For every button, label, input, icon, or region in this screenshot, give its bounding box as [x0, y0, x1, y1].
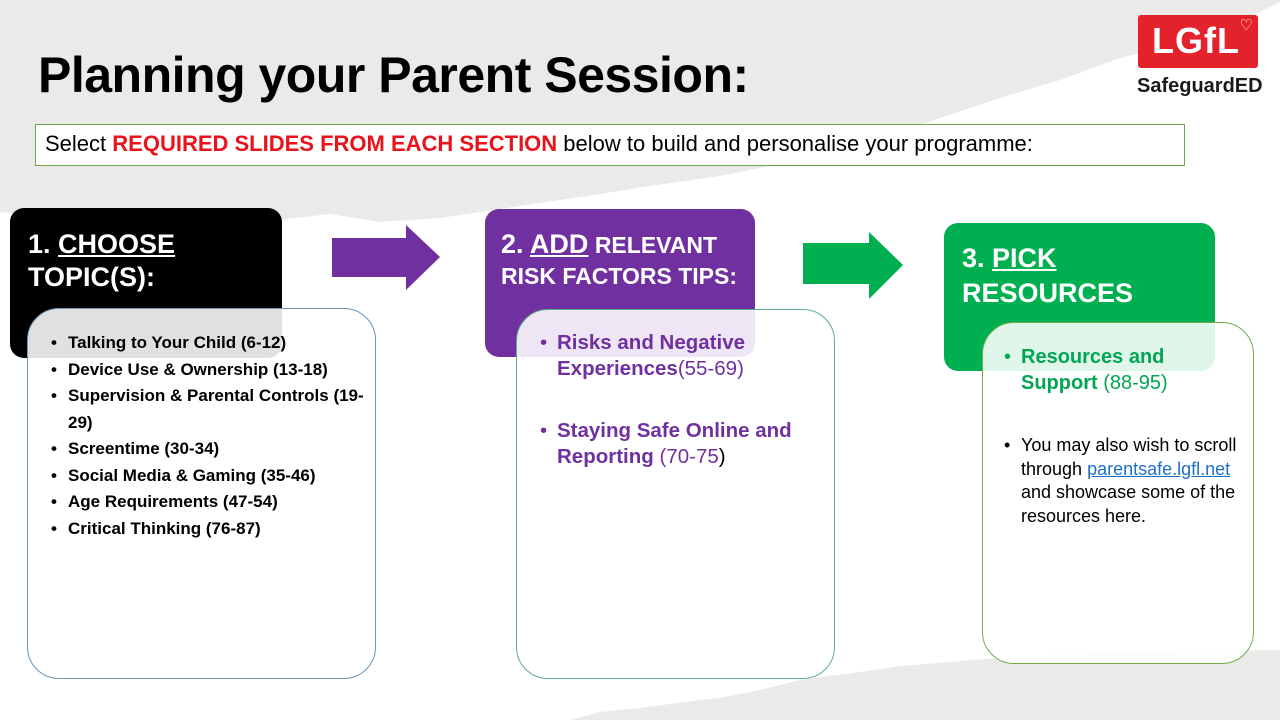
step2-number: 2. [501, 229, 524, 259]
risk-item[interactable]: • Staying Safe Online and Reporting (70-75) [540, 419, 792, 468]
instruction-prefix: Select [45, 131, 113, 156]
topic-item[interactable]: • Device Use & Ownership (13-18) [51, 359, 328, 379]
instruction-highlight: REQUIRED SLIDES FROM EACH SECTION [112, 131, 558, 156]
topic-item[interactable]: • Critical Thinking (76-87) [51, 518, 261, 538]
logo-brand: LGfL [1152, 20, 1240, 61]
topic-item[interactable]: • Screentime (30-34) [51, 439, 220, 458]
risk-factors-list [540, 330, 827, 506]
step2-rest-line1: RELEVANT [594, 232, 718, 258]
topic-item[interactable]: • Talking to Your Child (6-12) [51, 333, 287, 352]
step1-rest: TOPIC(S): [28, 262, 155, 292]
step3-keyword: PICK [992, 243, 1057, 273]
lgfl-logo [1138, 15, 1258, 68]
heart-icon: ♡ [1239, 17, 1253, 34]
resource-note: • You may also wish to scroll through parentsafe.lgfl.net and showcase some of the resources here. [1004, 435, 1237, 526]
resources-box [982, 322, 1254, 664]
step2-rest-line2: RISK FACTORS TIPS: [501, 263, 737, 289]
topics-box [27, 308, 376, 679]
step3-number: 3. [962, 243, 985, 273]
step1-number: 1. [28, 229, 51, 259]
risk-factors-box [516, 309, 835, 679]
topics-list [51, 330, 368, 542]
topic-item[interactable]: • Social Media & Gaming (35-46) [51, 465, 316, 485]
logo-subtitle: SafeguardED [1137, 75, 1263, 97]
topic-item[interactable]: • Supervision & Parental Controls (19-29) [51, 386, 364, 432]
page-title: Planning your Parent Session: [38, 47, 749, 103]
risk-item[interactable]: • Risks and Negative Experiences(55-69) [540, 331, 745, 380]
topic-item[interactable]: • Age Requirements (47-54) [51, 492, 278, 511]
step3-rest: RESOURCES [962, 278, 1134, 308]
arrow-right-purple-icon [332, 225, 442, 291]
step1-keyword: CHOOSE [58, 229, 176, 259]
arrow-right-green-icon [803, 232, 905, 300]
parentsafe-link[interactable]: parentsafe.lgfl.net [1087, 458, 1231, 479]
resources-list [1004, 344, 1246, 528]
step2-keyword: ADD [529, 229, 589, 259]
resource-item[interactable]: • Resources and Support (88-95) [1004, 346, 1168, 394]
instruction-banner [35, 124, 1185, 166]
instruction-suffix: below to build and personalise your programme: [557, 131, 1033, 156]
